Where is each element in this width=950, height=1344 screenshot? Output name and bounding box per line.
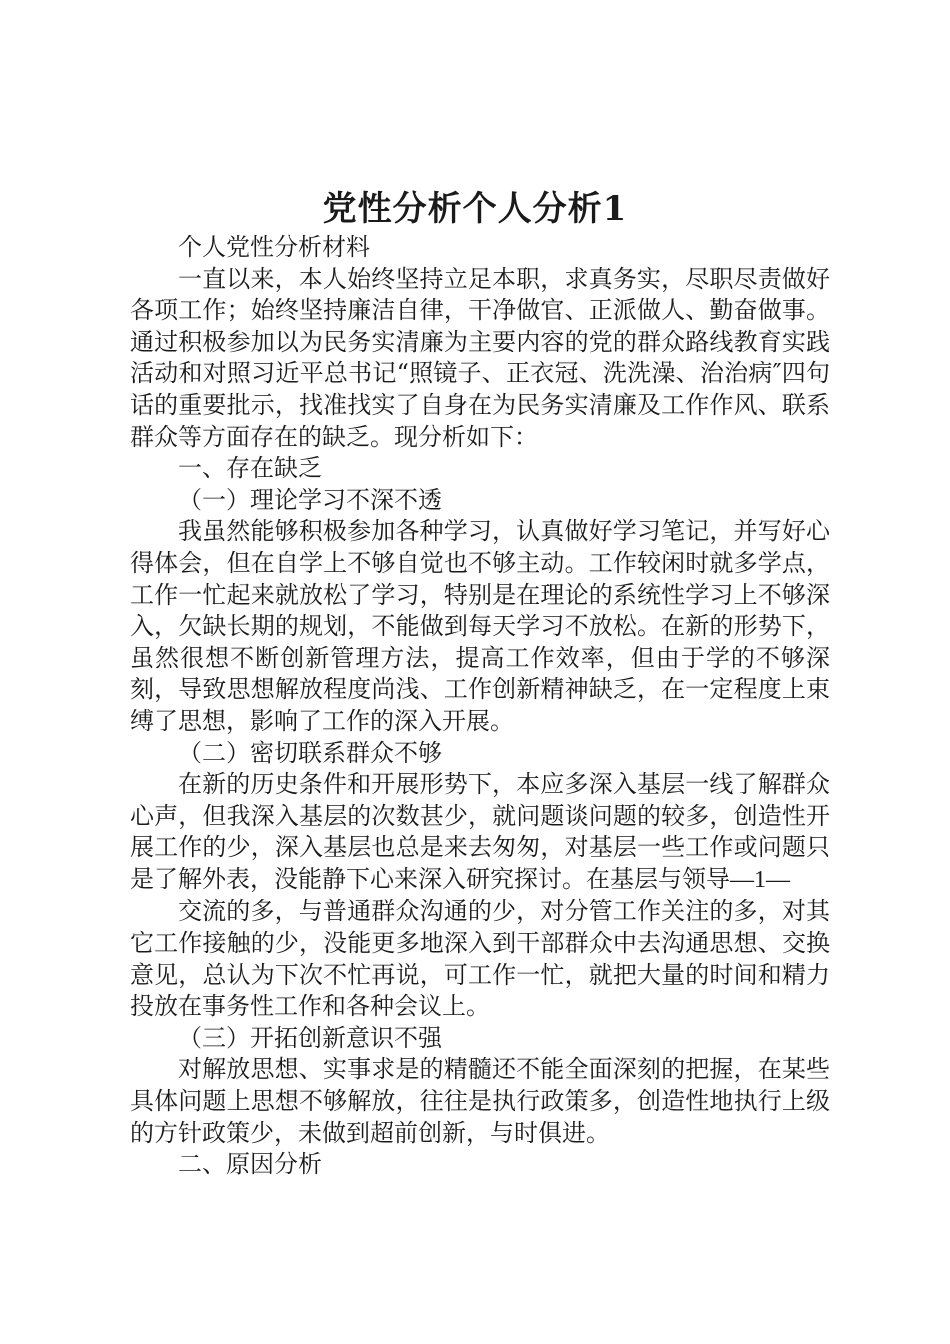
- section-heading-2: 二、原因分析: [178, 1150, 322, 1179]
- body-paragraph-2-text: 在新的历史条件和开展形势下，本应多深入基层一线了解群众心声，但我深入基层的次数甚少，就问题谈问题的较多，创造性开展工作的少，深入基层也总是来去匆匆，对基层一些工作或问题只是了解外表，没能静下心来深入研究探讨。在基层与领导: [130, 770, 830, 893]
- subtitle-paragraph: 个人党性分析材料: [178, 233, 370, 261]
- body-paragraph-3: 对解放思想、实事求是的精髓还不能全面深刻的把握，在某些具体问题上思想不够解放，往往是执行政策多，创造性地执行上级的方针政策少，未做到超前创新，与时俱进。: [130, 1055, 830, 1147]
- section-heading-1: 一、存在缺乏: [178, 454, 322, 483]
- body-paragraph-2: [130, 769, 830, 896]
- intro-paragraph: 一直以来，本人始终坚持立足本职，求真务实，尽职尽责做好各项工作；始终坚持廉洁自律，干净做官、正派做人、勤奋做事。通过积极参加以为民务实清廉为主要内容的党的群众路线教育实践活动和对照习近平总书记“照镜子、正衣冠、洗洗澡、治治病″四句话的重要批示，找准找实了自身在为民务实清廉及工作作风、联系群众等方面存在的缺乏。现分析如下：: [130, 264, 830, 451]
- document-title: 党性分析个人分析1: [322, 189, 628, 229]
- subsection-heading-2: （二）密切联系群众不够: [178, 738, 442, 767]
- document-body: [130, 232, 830, 1181]
- body-paragraph-1: 我虽然能够积极参加各种学习，认真做好学习笔记，并写好心得体会，但在自学上不够自觉也不够主动。工作较闲时就多学点，工作一忙起来就放松了学习，特别是在理论的系统性学习上不够深入，欠缺长期的规划，不能做到每天学习不放松。在新的形势下，虽然很想不断创新管理方法，提高工作效率，但由于学的不够深刻，导致思想解放程度尚浅、工作创新精神缺乏，在一定程度上束缚了思想，影响了工作的深入开展。: [130, 517, 830, 735]
- page-number-marker: —1—: [730, 866, 790, 893]
- subsection-heading-1: （一）理论学习不深不透: [178, 485, 442, 514]
- subsection-heading-3: （三）开拓创新意识不强: [178, 1023, 442, 1052]
- body-paragraph-2-continued: 交流的多，与普通群众沟通的少，对分管工作关注的多，对其它工作接触的少，没能更多地深入到干部群众中去沟通思想、交换意见，总认为下次不忙再说，可工作一忙，就把大量的时间和精力投放在事务性工作和各种会议上。: [130, 897, 830, 1021]
